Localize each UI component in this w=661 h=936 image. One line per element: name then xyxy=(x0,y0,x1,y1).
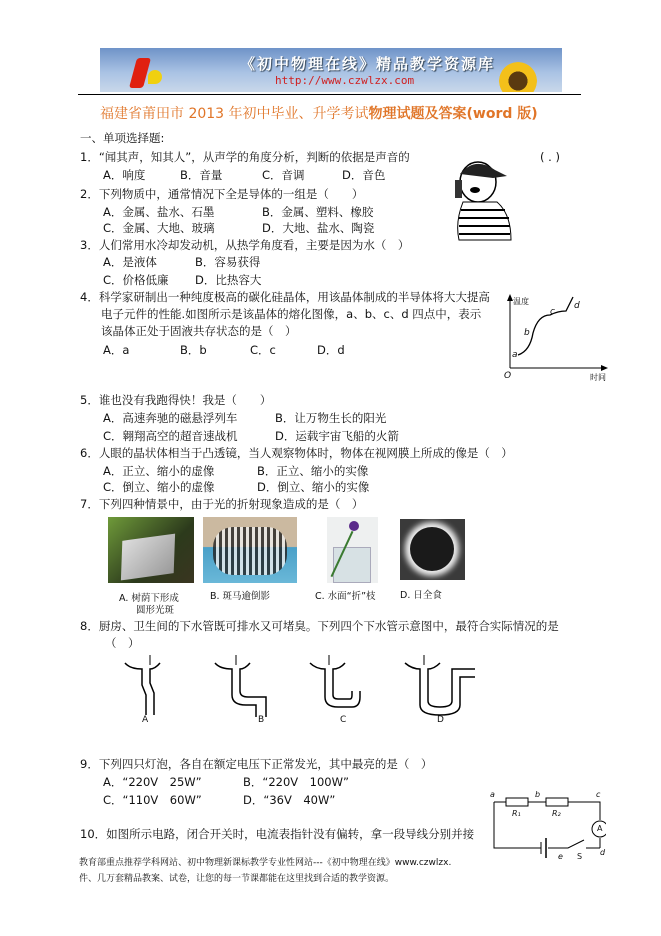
q7-stem: 7．下列四种情景中，由于光的折射现象造成的是（ ） xyxy=(80,497,364,511)
q1-option: D．音色 xyxy=(342,168,386,182)
q5-stem: 5．谁也没有我跑得快！我是（ ） xyxy=(80,393,272,407)
footer-line: 件、几万套精品教案、试卷，让您的每一节课都能在这里找到合适的教学资源。 xyxy=(79,874,395,884)
banner-title: 《初中物理在线》精品教学资源库 xyxy=(240,55,496,73)
graph-xlabel: 时间 xyxy=(590,373,606,382)
q1-stem: 1．“闻其声，知其人”，从声学的角度分析，判断的依据是声音的 xyxy=(80,150,410,164)
q4-stem-line: 4．科学家研制出一种纯度极高的碳化硅晶体，用该晶体制成的半导体将大大提高 xyxy=(80,290,490,304)
resistor-r1-label: R₁ xyxy=(512,809,521,818)
q2-option: A．金属、盐水、石墨 xyxy=(103,205,215,219)
q9-option: C．“110V 60W” xyxy=(103,793,202,807)
logo-icon-accent xyxy=(148,70,162,84)
graph-ylabel: 温度 xyxy=(513,297,529,306)
graph-point: c xyxy=(550,307,555,317)
site-banner[interactable] xyxy=(100,48,562,92)
q3-stem: 3．人们常用水冷却发动机，从热学角度看，主要是因为水（ ） xyxy=(80,238,410,252)
q9-option: A．“220V 25W” xyxy=(103,775,202,789)
q4-option: A．a xyxy=(103,343,130,357)
circuit-node: a xyxy=(490,790,495,799)
footer-line: 教育部重点推荐学科网站、初中物理新课标教学专业性网站---《初中物理在线》www.czwlzx. xyxy=(79,858,452,868)
flower-in-water-photo xyxy=(327,517,378,583)
circuit-node: d xyxy=(600,848,606,857)
q7-caption: 圆形光斑 xyxy=(136,605,175,616)
doc-title xyxy=(100,103,538,123)
solar-eclipse-photo xyxy=(400,519,465,580)
resistor-r2-label: R₂ xyxy=(552,809,561,818)
pipe-label: D xyxy=(437,715,444,725)
q10-stem: 10．如图所示电路，闭合开关时，电流表指针没有偏转，拿一段导线分别并接 xyxy=(80,827,475,841)
q6-stem: 6．人眼的晶状体相当于凸透镜，当人观察物体时，物体在视网膜上所成的像是（ ） xyxy=(80,446,513,460)
q8-bracket: （ ） xyxy=(105,636,140,650)
ammeter-label: A xyxy=(597,824,603,833)
header-rule xyxy=(78,94,581,95)
sunflower-icon xyxy=(499,62,537,92)
doc-title-part2: 物理试题及答案(word 版) xyxy=(368,106,538,122)
q7-caption: A. 树荫下形成 xyxy=(119,593,179,604)
q5-option: B．让万物生长的阳光 xyxy=(275,411,387,425)
q1-option: B．音量 xyxy=(180,168,223,182)
circuit-node: e xyxy=(558,852,563,861)
q9-option: D．“36V 40W” xyxy=(243,793,336,807)
q9-stem: 9．下列四只灯泡，各自在额定电压下正常发光，其中最亮的是（ ） xyxy=(80,757,433,771)
circuit-node: b xyxy=(535,790,541,799)
q2-option: B．金属、塑料、橡胶 xyxy=(262,205,374,219)
q6-option: D．倒立、缩小的实像 xyxy=(257,480,370,494)
q6-option: B．正立、缩小的实像 xyxy=(257,464,369,478)
q5-option: A．高速奔驰的磁悬浮列车 xyxy=(103,411,238,425)
graph-point: b xyxy=(524,328,530,338)
graph-point: a xyxy=(512,350,518,360)
q1-bracket: ( . ) xyxy=(540,150,560,164)
graph-origin: O xyxy=(504,371,512,381)
graph-point: d xyxy=(574,301,580,311)
pipe-label: C xyxy=(340,715,347,725)
q7-caption: C. 水面“折”枝 xyxy=(315,591,376,602)
q1-option: C．音调 xyxy=(262,168,305,182)
doc-title-part1: 福建省莆田市 2013 年初中毕业、升学考试 xyxy=(100,106,369,122)
q7-caption: D. 日全食 xyxy=(400,590,442,601)
q3-option: A．是液体 xyxy=(103,255,157,269)
q6-option: C．倒立、缩小的虚像 xyxy=(103,480,215,494)
boy-on-phone-illustration xyxy=(445,152,525,242)
q5-option: C．翱翔高空的超音速战机 xyxy=(103,429,238,443)
q9-option: B．“220V 100W” xyxy=(243,775,349,789)
q3-option: D．比热容大 xyxy=(195,273,262,287)
q1-option: A．响度 xyxy=(103,168,146,182)
q3-option: C．价格低廉 xyxy=(103,273,169,287)
zebra-reflection-photo xyxy=(203,517,297,583)
circuit-node: c xyxy=(596,790,601,799)
tree-shade-photo xyxy=(108,517,194,583)
switch-label: S xyxy=(577,852,583,861)
banner-url[interactable]: http://www.czwlzx.com xyxy=(275,74,415,87)
q8-stem: 8．厨房、卫生间的下水管既可排水又可堵臭。下列四个下水管示意图中，最符合实际情况的是 xyxy=(80,619,559,633)
q4-stem-line: 该晶体正处于固液共存状态的是（ ） xyxy=(101,324,297,338)
q4-option: C．c xyxy=(250,343,276,357)
q4-option: B．b xyxy=(180,343,207,357)
q2-option: D．大地、盐水、陶瓷 xyxy=(262,221,375,235)
q2-stem: 2．下列物质中，通常情况下全是导体的一组是（ ） xyxy=(80,187,364,201)
q7-caption: B. 斑马逾倒影 xyxy=(210,591,271,602)
pipe-label: B xyxy=(258,715,265,725)
q4-stem-line: 电子元件的性能.如图所示是该晶体的熔化图像，a、b、c、d 四点中，表示 xyxy=(101,307,482,321)
circuit-diagram xyxy=(488,792,606,864)
section-heading: 一、单项选择题: xyxy=(80,131,165,145)
q6-option: A．正立、缩小的虚像 xyxy=(103,464,215,478)
q2-option: C．金属、大地、玻璃 xyxy=(103,221,215,235)
q5-option: D．运载宇宙飞船的火箭 xyxy=(275,429,399,443)
pipe-label: A xyxy=(142,715,149,725)
drain-pipe-diagrams xyxy=(120,655,490,723)
q4-option: D．d xyxy=(317,343,345,357)
q3-option: B．容易获得 xyxy=(195,255,261,269)
melting-graph xyxy=(500,293,610,383)
